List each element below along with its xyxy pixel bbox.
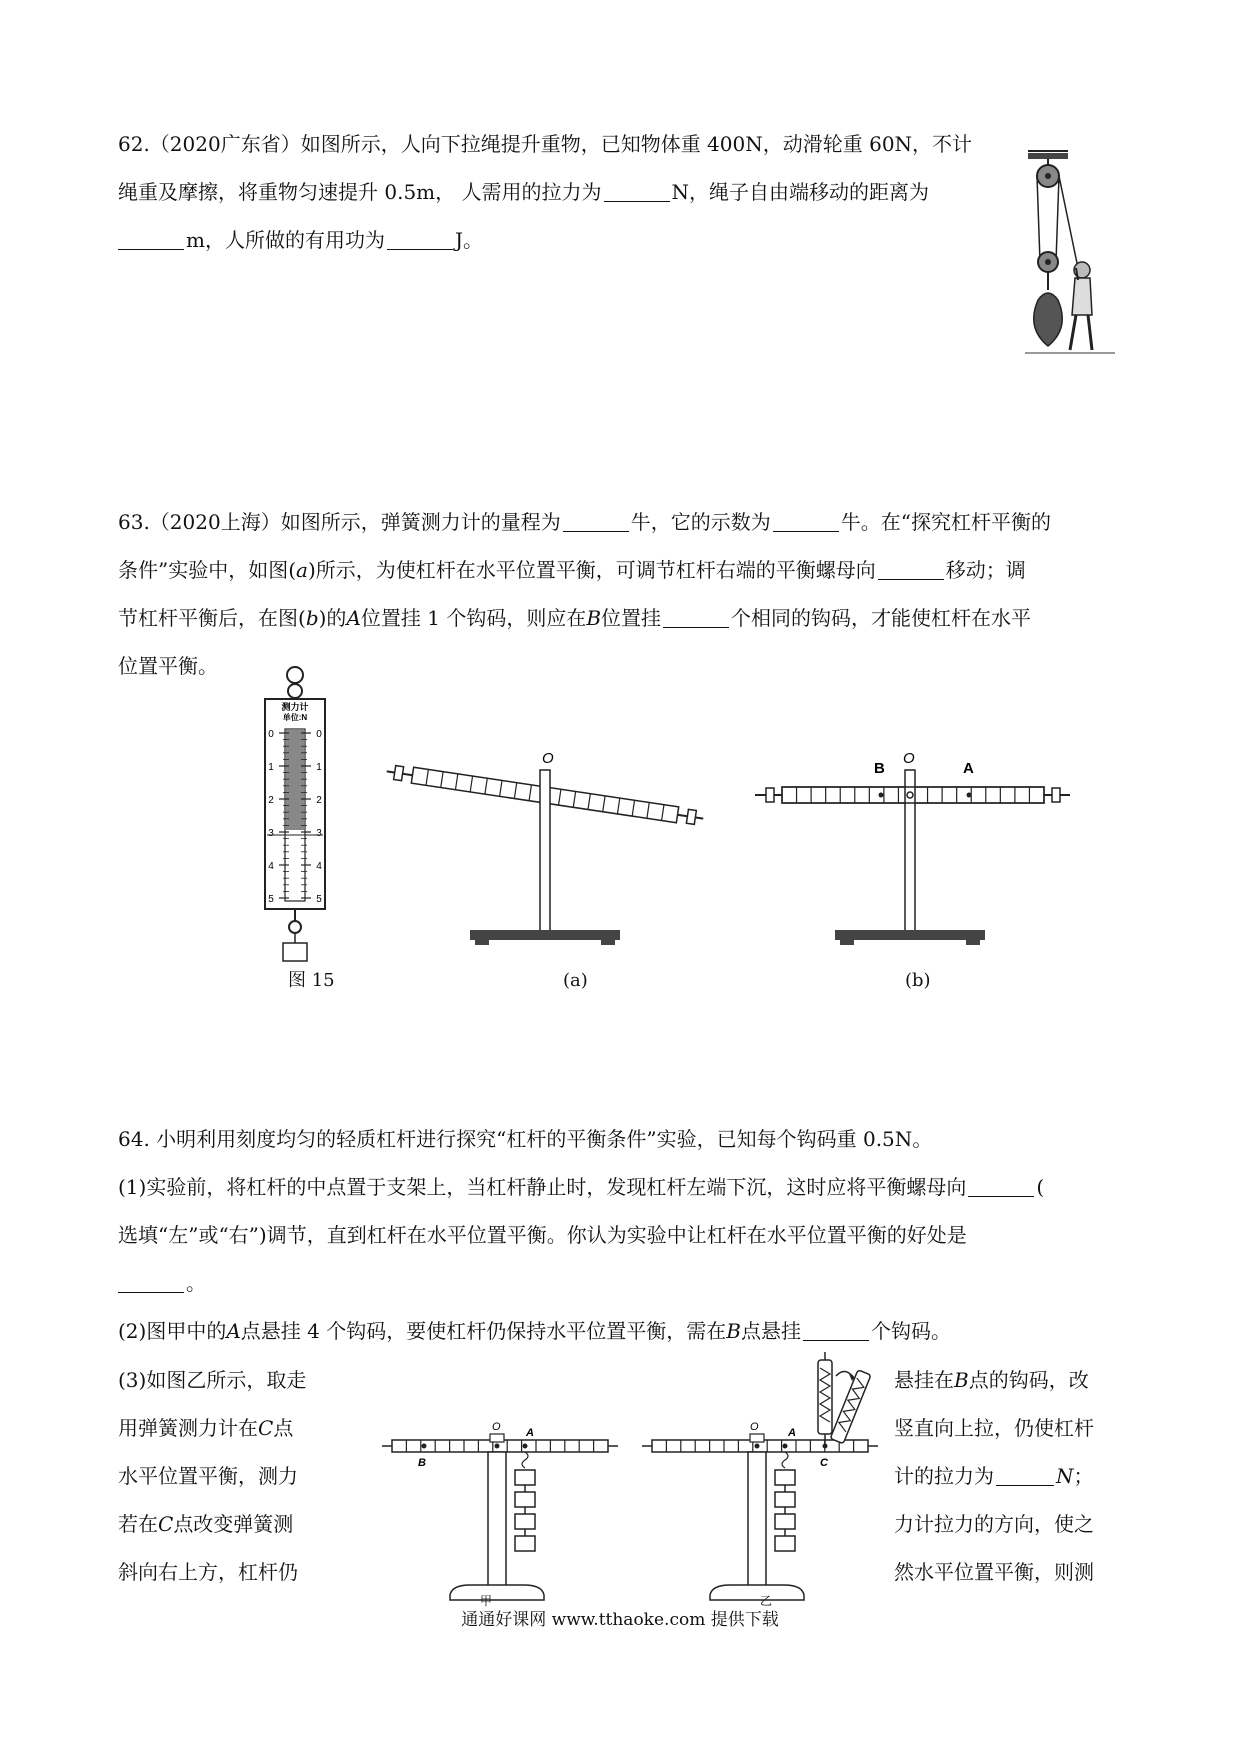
q63-text: 位置挂 (601, 606, 662, 630)
q64-text: 。 (186, 1271, 206, 1295)
q63-text: 牛。在“探究杠杆平衡的 (840, 510, 1051, 534)
q62-text: m，人所做的有用功为 (186, 228, 385, 252)
answer-blank[interactable] (773, 511, 839, 532)
q64-right-5: 然水平位置平衡，则测 (894, 1560, 1094, 1584)
answer-blank[interactable] (968, 1176, 1034, 1197)
q64-left-2 (118, 1414, 293, 1442)
answer-blank[interactable] (387, 229, 453, 250)
q64-line-2 (118, 1173, 1044, 1201)
scale-tick-label: 0 (316, 729, 322, 740)
q63-line-1 (118, 508, 1051, 536)
point-C: C (258, 1416, 274, 1440)
scale-tick-label: 3 (268, 828, 274, 839)
caption-b: (b) (905, 970, 931, 991)
q63-line-4: 位置平衡。 (118, 654, 218, 678)
q64-left-4 (118, 1510, 293, 1538)
q64-text: (2)图甲中的 (118, 1319, 227, 1343)
caption-fig15: 图 15 (288, 970, 335, 991)
lever-b-figure (750, 745, 1080, 945)
q64-right-1 (894, 1366, 1089, 1394)
q64-text: 用弹簧测力计在 (118, 1416, 258, 1440)
label-O: O (542, 750, 554, 767)
pulley-person-figure (1020, 150, 1120, 360)
lever-jia-figure (380, 1420, 620, 1620)
q63-text: )的 (318, 606, 347, 630)
answer-blank[interactable] (878, 559, 944, 580)
q64-text: 个钩码。 (870, 1319, 951, 1343)
answer-blank[interactable] (996, 1465, 1054, 1486)
scale-tick-label: 1 (268, 762, 274, 773)
q64-text: 计的拉力为 (894, 1464, 994, 1488)
q62-line-1: 62.（2020广东省）如图所示，人向下拉绳提升重物，已知物体重 400N，动滑轮重 60N，不计 (118, 132, 973, 156)
point-B: B (954, 1368, 969, 1392)
q64-line-1: 64. 小明利用刻度均匀的轻质杠杆进行探究“杠杆的平衡条件”实验，已知每个钩码重 0.5N。 (118, 1127, 933, 1151)
label-B: B (874, 760, 885, 777)
scale-title: 测力计 (281, 702, 309, 712)
q62-text: J。 (454, 228, 483, 252)
q63-text: 节杠杆平衡后，在图( (118, 606, 306, 630)
answer-blank[interactable] (563, 511, 629, 532)
scale-tick-label: 2 (316, 795, 322, 806)
label-O: O (903, 750, 915, 767)
q64-left-1: (3)如图乙所示，取走 (118, 1368, 307, 1392)
q64-text: 点悬挂 (740, 1319, 801, 1343)
label-O: O (750, 1421, 759, 1433)
q63-text: 牛，它的示数为 (630, 510, 771, 534)
page-footer: 通通好课网 www.tthaoke.com 提供下载 (461, 1610, 779, 1630)
caption-yi: 乙 (760, 1594, 773, 1608)
q63-text: 位置挂 1 个钩码，则应在 (360, 606, 587, 630)
answer-blank[interactable] (118, 1272, 184, 1293)
q64-text: ( (1036, 1175, 1045, 1199)
label-A: A (963, 760, 974, 777)
q64-right-4: 力计拉力的方向，使之 (894, 1512, 1094, 1536)
unit-N: N (1056, 1464, 1074, 1488)
q64-left-3: 水平位置平衡，测力 (118, 1464, 298, 1488)
figure-label-b: b (305, 606, 319, 630)
q62-text: 绳重及摩擦，将重物匀速提升 0.5m， 人需用的拉力为 (118, 180, 602, 204)
point-C: C (158, 1512, 174, 1536)
point-A: A (346, 606, 361, 630)
answer-blank[interactable] (663, 607, 729, 628)
scale-tick-label: 2 (268, 795, 274, 806)
q63-text: 63.（2020上海）如图所示，弹簧测力计的量程为 (118, 510, 561, 534)
label-A: A (526, 1427, 534, 1439)
answer-blank[interactable] (803, 1320, 869, 1341)
q64-right-2: 竖直向上拉，仍使杠杆 (894, 1416, 1094, 1440)
q64-text: 悬挂在 (894, 1368, 954, 1392)
label-C: C (820, 1457, 828, 1469)
scale-tick-label: 5 (268, 894, 274, 905)
q64-left-5: 斜向右上方，杠杆仍 (118, 1560, 298, 1584)
q64-line-3: 选填“左”或“右”)调节，直到杠杆在水平位置平衡。你认为实验中让杠杆在水平位置平衡的好处是 (118, 1223, 967, 1247)
q62-line-2 (118, 178, 929, 206)
label-O: O (492, 1421, 501, 1433)
q64-line-4 (118, 1269, 206, 1297)
caption-jia: 甲 (480, 1594, 493, 1608)
q62-text: N，绳子自由端移动的距离为 (671, 180, 929, 204)
point-B: B (726, 1319, 741, 1343)
q63-text: )所示，为使杠杆在水平位置平衡，可调节杠杆右端的平衡螺母向 (307, 558, 876, 582)
q63-text: 条件”实验中，如图( (118, 558, 297, 582)
scale-tick-label: 5 (316, 894, 322, 905)
q64-text: 若在 (118, 1512, 158, 1536)
q63-line-3 (118, 604, 1031, 632)
q64-text: ； (1073, 1464, 1094, 1488)
q62-line-3 (118, 226, 483, 254)
q64-text: 点的钩码，改 (968, 1368, 1089, 1392)
scale-tick-label: 4 (316, 861, 322, 872)
scale-tick-label: 3 (316, 828, 322, 839)
scale-unit: 单位:N (282, 713, 308, 722)
q64-right-3 (894, 1462, 1094, 1490)
lever-a-figure (385, 745, 725, 945)
scale-tick-label: 4 (268, 861, 274, 872)
figure-label-a: a (296, 558, 308, 582)
scale-tick-label: 1 (316, 762, 322, 773)
point-B: B (586, 606, 602, 630)
q63-text: 个相同的钩码，才能使杠杆在水平 (731, 606, 1032, 630)
q64-text: 点改变弹簧测 (173, 1512, 294, 1536)
label-B: B (418, 1457, 426, 1469)
point-A: A (226, 1319, 241, 1343)
q63-line-2 (118, 556, 1026, 584)
spring-scale-figure (255, 665, 335, 965)
q64-line-5 (118, 1317, 951, 1345)
scale-tick-label: 0 (268, 729, 274, 740)
label-A: A (788, 1427, 796, 1439)
q64-text: 点悬挂 4 个钩码，要使杠杆仍保持水平位置平衡，需在 (240, 1319, 727, 1343)
q64-text: 点 (273, 1416, 294, 1440)
q64-text: (1)实验前，将杠杆的中点置于支架上，当杠杆静止时，发现杠杆左端下沉，这时应将平衡螺母向 (118, 1175, 967, 1199)
lever-yi-figure (640, 1350, 880, 1620)
answer-blank[interactable] (604, 181, 670, 202)
answer-blank[interactable] (118, 229, 184, 250)
caption-a: (a) (563, 970, 588, 991)
q63-text: 移动；调 (945, 558, 1026, 582)
